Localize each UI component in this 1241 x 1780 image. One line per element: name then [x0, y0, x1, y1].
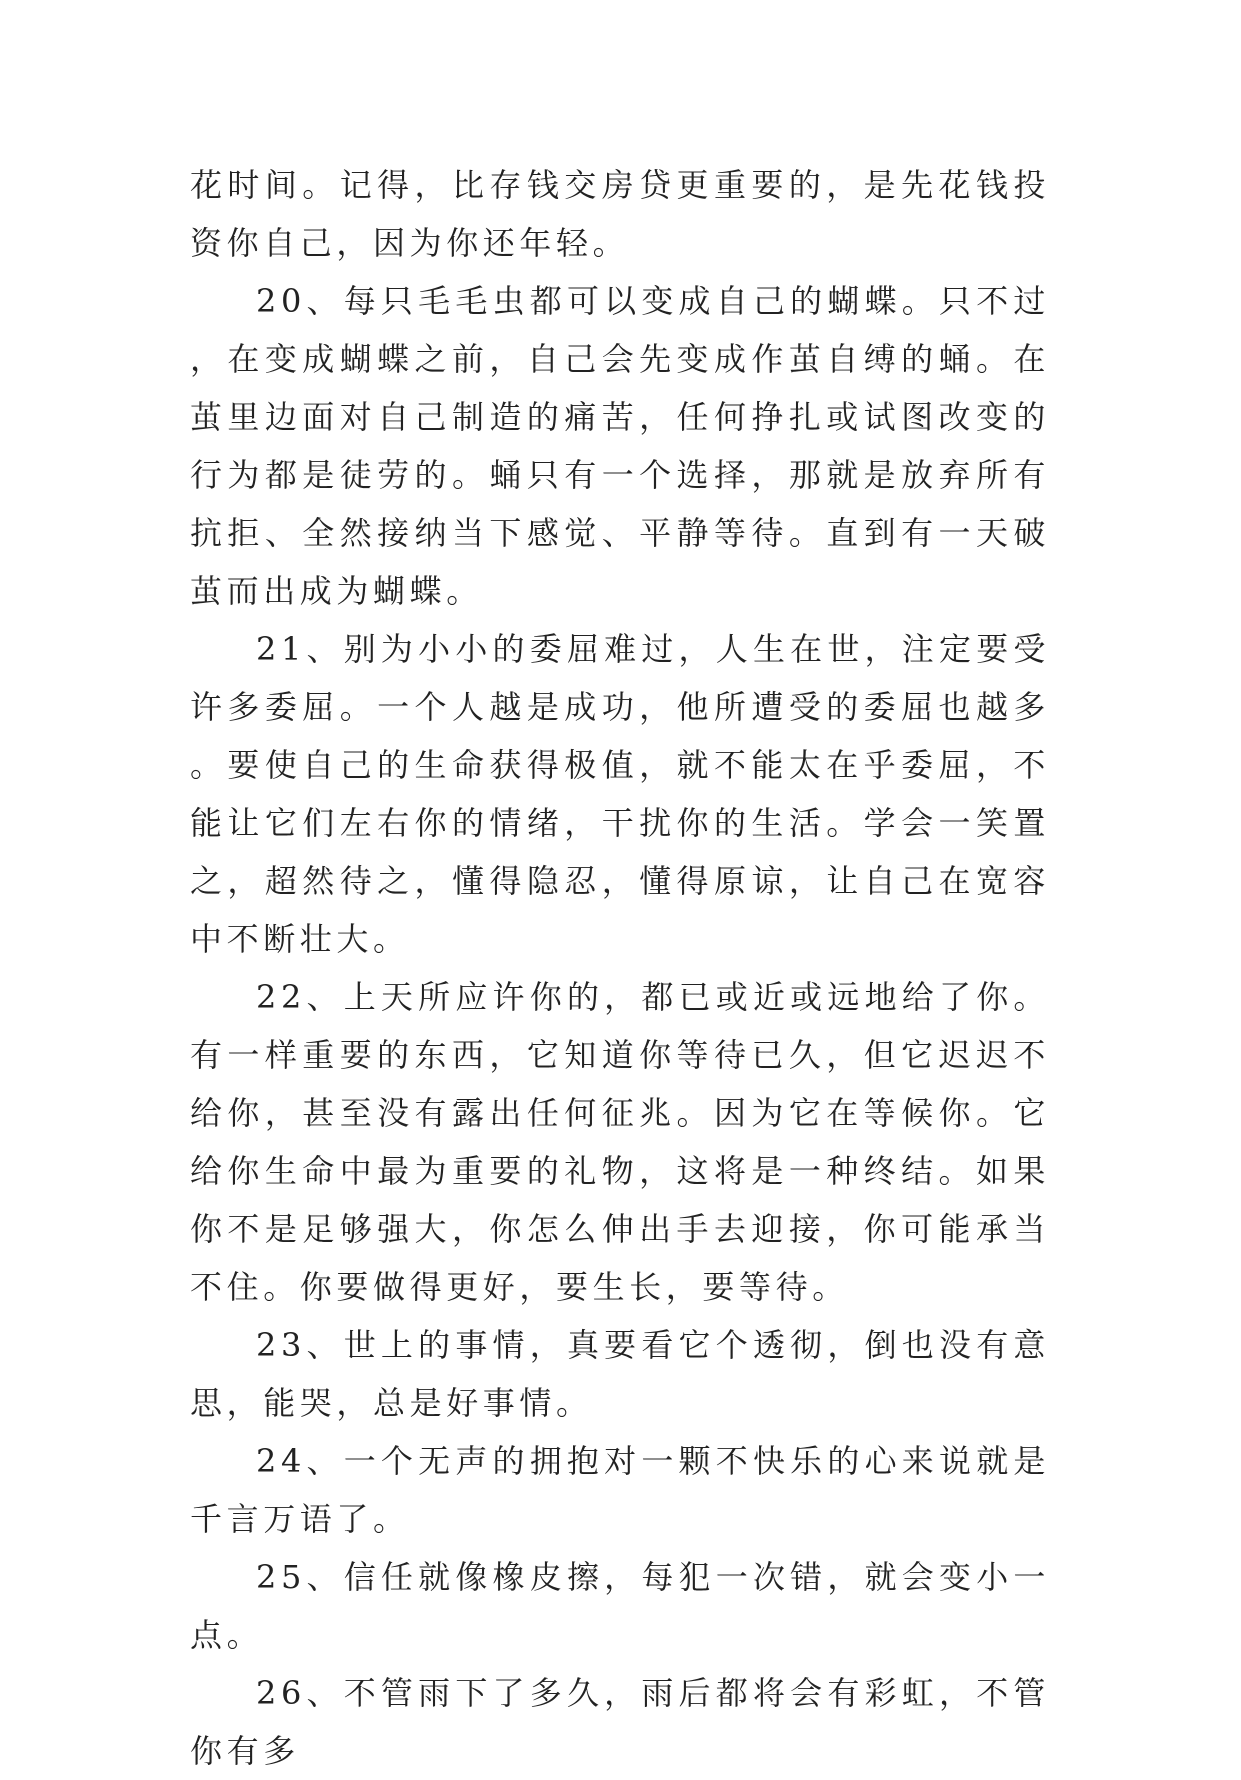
paragraph-21: 21、别为小小的委屈难过，人生在世，注定要受许多委屈。一个人越是成功，他所遭受的委屈也越多。要使自己的生命获得极值，就不能太在乎委屈，不能让它们左右你的情绪，干扰你的生活。学会一笑置之，超然待之，懂得隐忍，懂得原谅，让自己在宽容中不断壮大。	[190, 630, 1050, 958]
paragraph-22: 22、上天所应许你的，都已或近或远地给了你。有一样重要的东西，它知道你等待已久，但它迟迟不给你，甚至没有露出任何征兆。因为它在等候你。它给你生命中最为重要的礼物，这将是一种终结。如果你不是足够强大，你怎么伸出手去迎接，你可能承当不住。你要做得更好，要生长，要等待。	[190, 978, 1050, 1306]
paragraph-24: 24、一个无声的拥抱对一颗不快乐的心来说就是千言万语了。	[190, 1442, 1050, 1538]
paragraph-continuation: 花时间。记得，比存钱交房贷更重要的，是先花钱投资你自己，因为你还年轻。	[190, 166, 1050, 262]
paragraph-20: 20、每只毛毛虫都可以变成自己的蝴蝶。只不过，在变成蝴蝶之前，自己会先变成作茧自缚的蛹。在茧里边面对自己制造的痛苦，任何挣扎或试图改变的行为都是徒劳的。蛹只有一个选择，那就是放弃所有抗拒、全然接纳当下感觉、平静等待。直到有一天破茧而出成为蝴蝶。	[190, 282, 1050, 610]
paragraph-25: 25、信任就像橡皮擦，每犯一次错，就会变小一点。	[190, 1558, 1050, 1654]
paragraph-23: 23、世上的事情，真要看它个透彻，倒也没有意思，能哭，总是好事情。	[190, 1326, 1050, 1422]
document-body	[190, 156, 1050, 1780]
paragraph-26: 26、不管雨下了多久，雨后都将会有彩虹，不管你有多	[190, 1674, 1050, 1770]
